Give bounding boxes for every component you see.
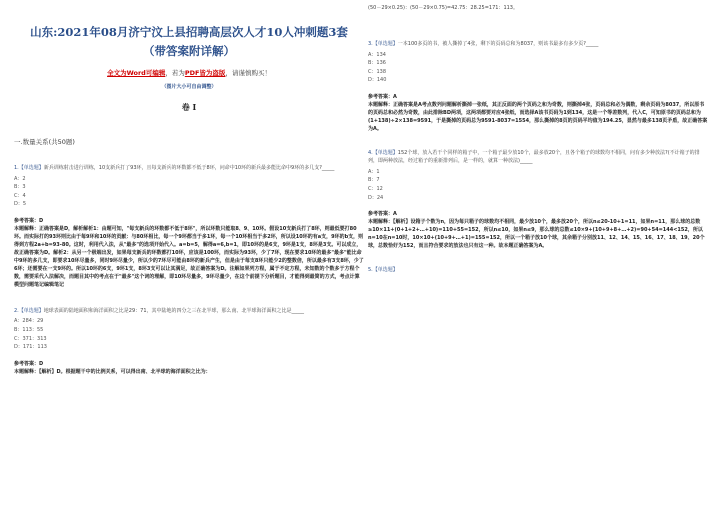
question-body: 152个球，放入若干个同样的箱子中，一个箱子最少放10个，最多放20个，且各个箱子的球数均不相同，问有多少种放法?(不计箱子的排列，即两种放法，经过箱子的重新排列后，是一样的，就算一种放法)_____: [368, 149, 700, 165]
option-list: [14, 317, 364, 351]
question-tag: 2.【单选题】: [14, 307, 44, 314]
answer-explanation: 本题解释：【解析】设箱子个数为n，因为每只箱子的球数均不相同，最少放10个，最多放20个，所以n≤20-10+1=11，如果n=11，那么球的总数≥10×11+(0+1+2+…+10)=110+55=152，所以n≤10，如果n≤9，那么球的总数≤10×9+(10+9+8+…+2)=90+54=144<152，所以n=10在n=10时，10×10+(10+9+…+1)=155=152，所以一个箱子放10个球，其余箱子分别放11、12、14、15、16、17、18、19、20个球，总数恰好为152，而且符合要求的放法也只有这一种。故本题正确答案为A。: [368, 219, 705, 250]
question-2: [14, 307, 364, 376]
answer-explanation: 本题解释：正确答案是D，解析解析1：由题可知，"每支新兵的环数都不低于8环"，所以环数只能取8、9、10环。假设10支新兵打了8环，则最低要打80环。而实际打的93环则比由于每9环和10环的贡献：与80环相比，每一个9环都当于多1环，每一个10环相当于多2环，所以设10环的有a支，9环的b支，则得到方程2a+b=93-80。这时，利用代入法，从"最多"的选项开始代入。a=b=5，解得a=6,b=1，即10环的是6支，9环是1支，8环是3支。可以成立，故正确答案为D。解析2：从另一个极端出发，如果每支新兵的环数都打10环，应该是100环，而实际为93环，少了7环，现在要求10环的最多"最多"能比命中9环的多几支，即要求10环尽量多，同时9环尽量少，所以少的7环尽可能由8环的新兵产生，但是由于每支8环只能少2的整数倍，所以最多有3支8环，少了6环；还需要在一支9环的。所以10环的6支，9环1支，8环3支可以让其满足，故正确答案为D。注解如果列方程，属于不定方程，未知数的个数多于方程个数，需要采代入法解决，而题目其中的考点在于"最多"这个词的理解，即10环尽量多，9环尽量少，在这个前提下分析题目，才能得到最简的方式，考点计算模型问题笔记编辑笔记: [14, 225, 364, 288]
option-b: B：3: [14, 184, 26, 191]
option-a: A：1: [368, 168, 380, 175]
question-4: [368, 149, 708, 250]
notice-caution: ，请谨慎购买！: [225, 69, 271, 77]
section-heading: 一.数量关系(共50题): [14, 138, 75, 146]
question-5: [368, 266, 708, 275]
option-c: C：371：313: [14, 335, 47, 342]
question-3: [368, 40, 708, 133]
question-tag: 3.【单选题】: [368, 41, 398, 47]
left-column: [14, 0, 364, 376]
option-c: C：12: [368, 186, 383, 193]
option-b: B：7: [368, 177, 380, 184]
question-body: 新兵训练射击进行训练，10支新兵打了93环，且每支新兵的环数都不低于8环，问命中10环的新兵最多能比命中9环的多几支?_____: [43, 165, 335, 171]
continued-formula: (50－29×0.25)：(50－29×0.75)=42.75：28.25=171：113。: [368, 5, 518, 11]
answer-title: 参考答案：A: [368, 211, 397, 218]
question-1: [14, 164, 364, 289]
option-d: D：24: [368, 194, 384, 201]
question-text: [14, 164, 364, 173]
option-d: D：140: [368, 77, 387, 84]
question-body: 地球表面的陆地面积和海洋面积之比是29：71，其中陆地的四分之三在北半球，那么南、北半球海洋面积之比是_____: [43, 307, 305, 314]
answer-title: 参考答案：D: [14, 217, 44, 224]
option-d: D：5: [14, 201, 27, 208]
font-note: （图片大小可自由调整）: [161, 84, 217, 90]
question-body: 一本100多页的书，被人撕掉了4张，剩下的页码总和为8037，则该书最多有多少页?_____: [397, 41, 599, 47]
notice-sep: ，若为: [165, 69, 185, 77]
right-column: [368, 0, 708, 275]
question-tag: 4.【单选题】: [368, 149, 398, 156]
notice-word-editable: 全文为Word可编辑: [107, 69, 166, 77]
option-b: B：136: [368, 60, 386, 67]
question-text: [368, 40, 708, 49]
question-text: [368, 149, 708, 166]
option-c: C：138: [368, 68, 387, 75]
option-a: A：284：29: [14, 318, 44, 325]
answer-title: 参考答案：A: [368, 93, 397, 100]
answer-title: 参考答案：D: [14, 360, 44, 367]
question-tag: 1.【单选题】: [14, 165, 44, 171]
option-b: B：113：55: [14, 326, 44, 333]
answer-explanation: 本题解释：【解析】D。根据题干中的比例关系，可以得出南、北半球的海洋面积之比为：: [14, 368, 211, 375]
volume-label: 卷 I: [181, 102, 197, 112]
option-list: [368, 168, 708, 202]
option-a: A：2: [14, 175, 26, 182]
option-c: C：4: [14, 192, 26, 199]
answer-explanation: 本题解释：正确答案是A考点数列问题解析撕掉一张纸，其正反面的两个页码之和为奇数，则撕掉4张，页码总和必为偶数，剩余页码为8037，所以原书的页码总和必然为奇数，由此排除BD两项，这两项都要对应4张纸，而选择A该书页码为1到134，这是一个等差数列，代入C，可知原书的页码总和为(1+138)÷2×138=9591，于是撕掉的页码总为9591-8037=1554，那么撕掉的8页的页码平均值为194.25，显然与最多138页矛盾，故正确答案为A。: [368, 101, 708, 132]
option-list: [14, 175, 364, 209]
option-d: D：171：113: [14, 344, 47, 351]
notice-pdf-pirated: PDF皆为盗版: [184, 69, 226, 77]
copyright-notice: [14, 68, 364, 77]
option-list: [368, 51, 708, 85]
question-text: [368, 266, 708, 275]
question-text: [14, 307, 364, 316]
document-title: 山东:2021年08月济宁汶上县招聘高层次人才10人冲刺题3套: [30, 25, 348, 39]
question-tag: 5.【单选题】: [368, 267, 398, 274]
document-subtitle: （带答案附详解）: [143, 44, 235, 58]
option-a: A：134: [368, 51, 386, 58]
